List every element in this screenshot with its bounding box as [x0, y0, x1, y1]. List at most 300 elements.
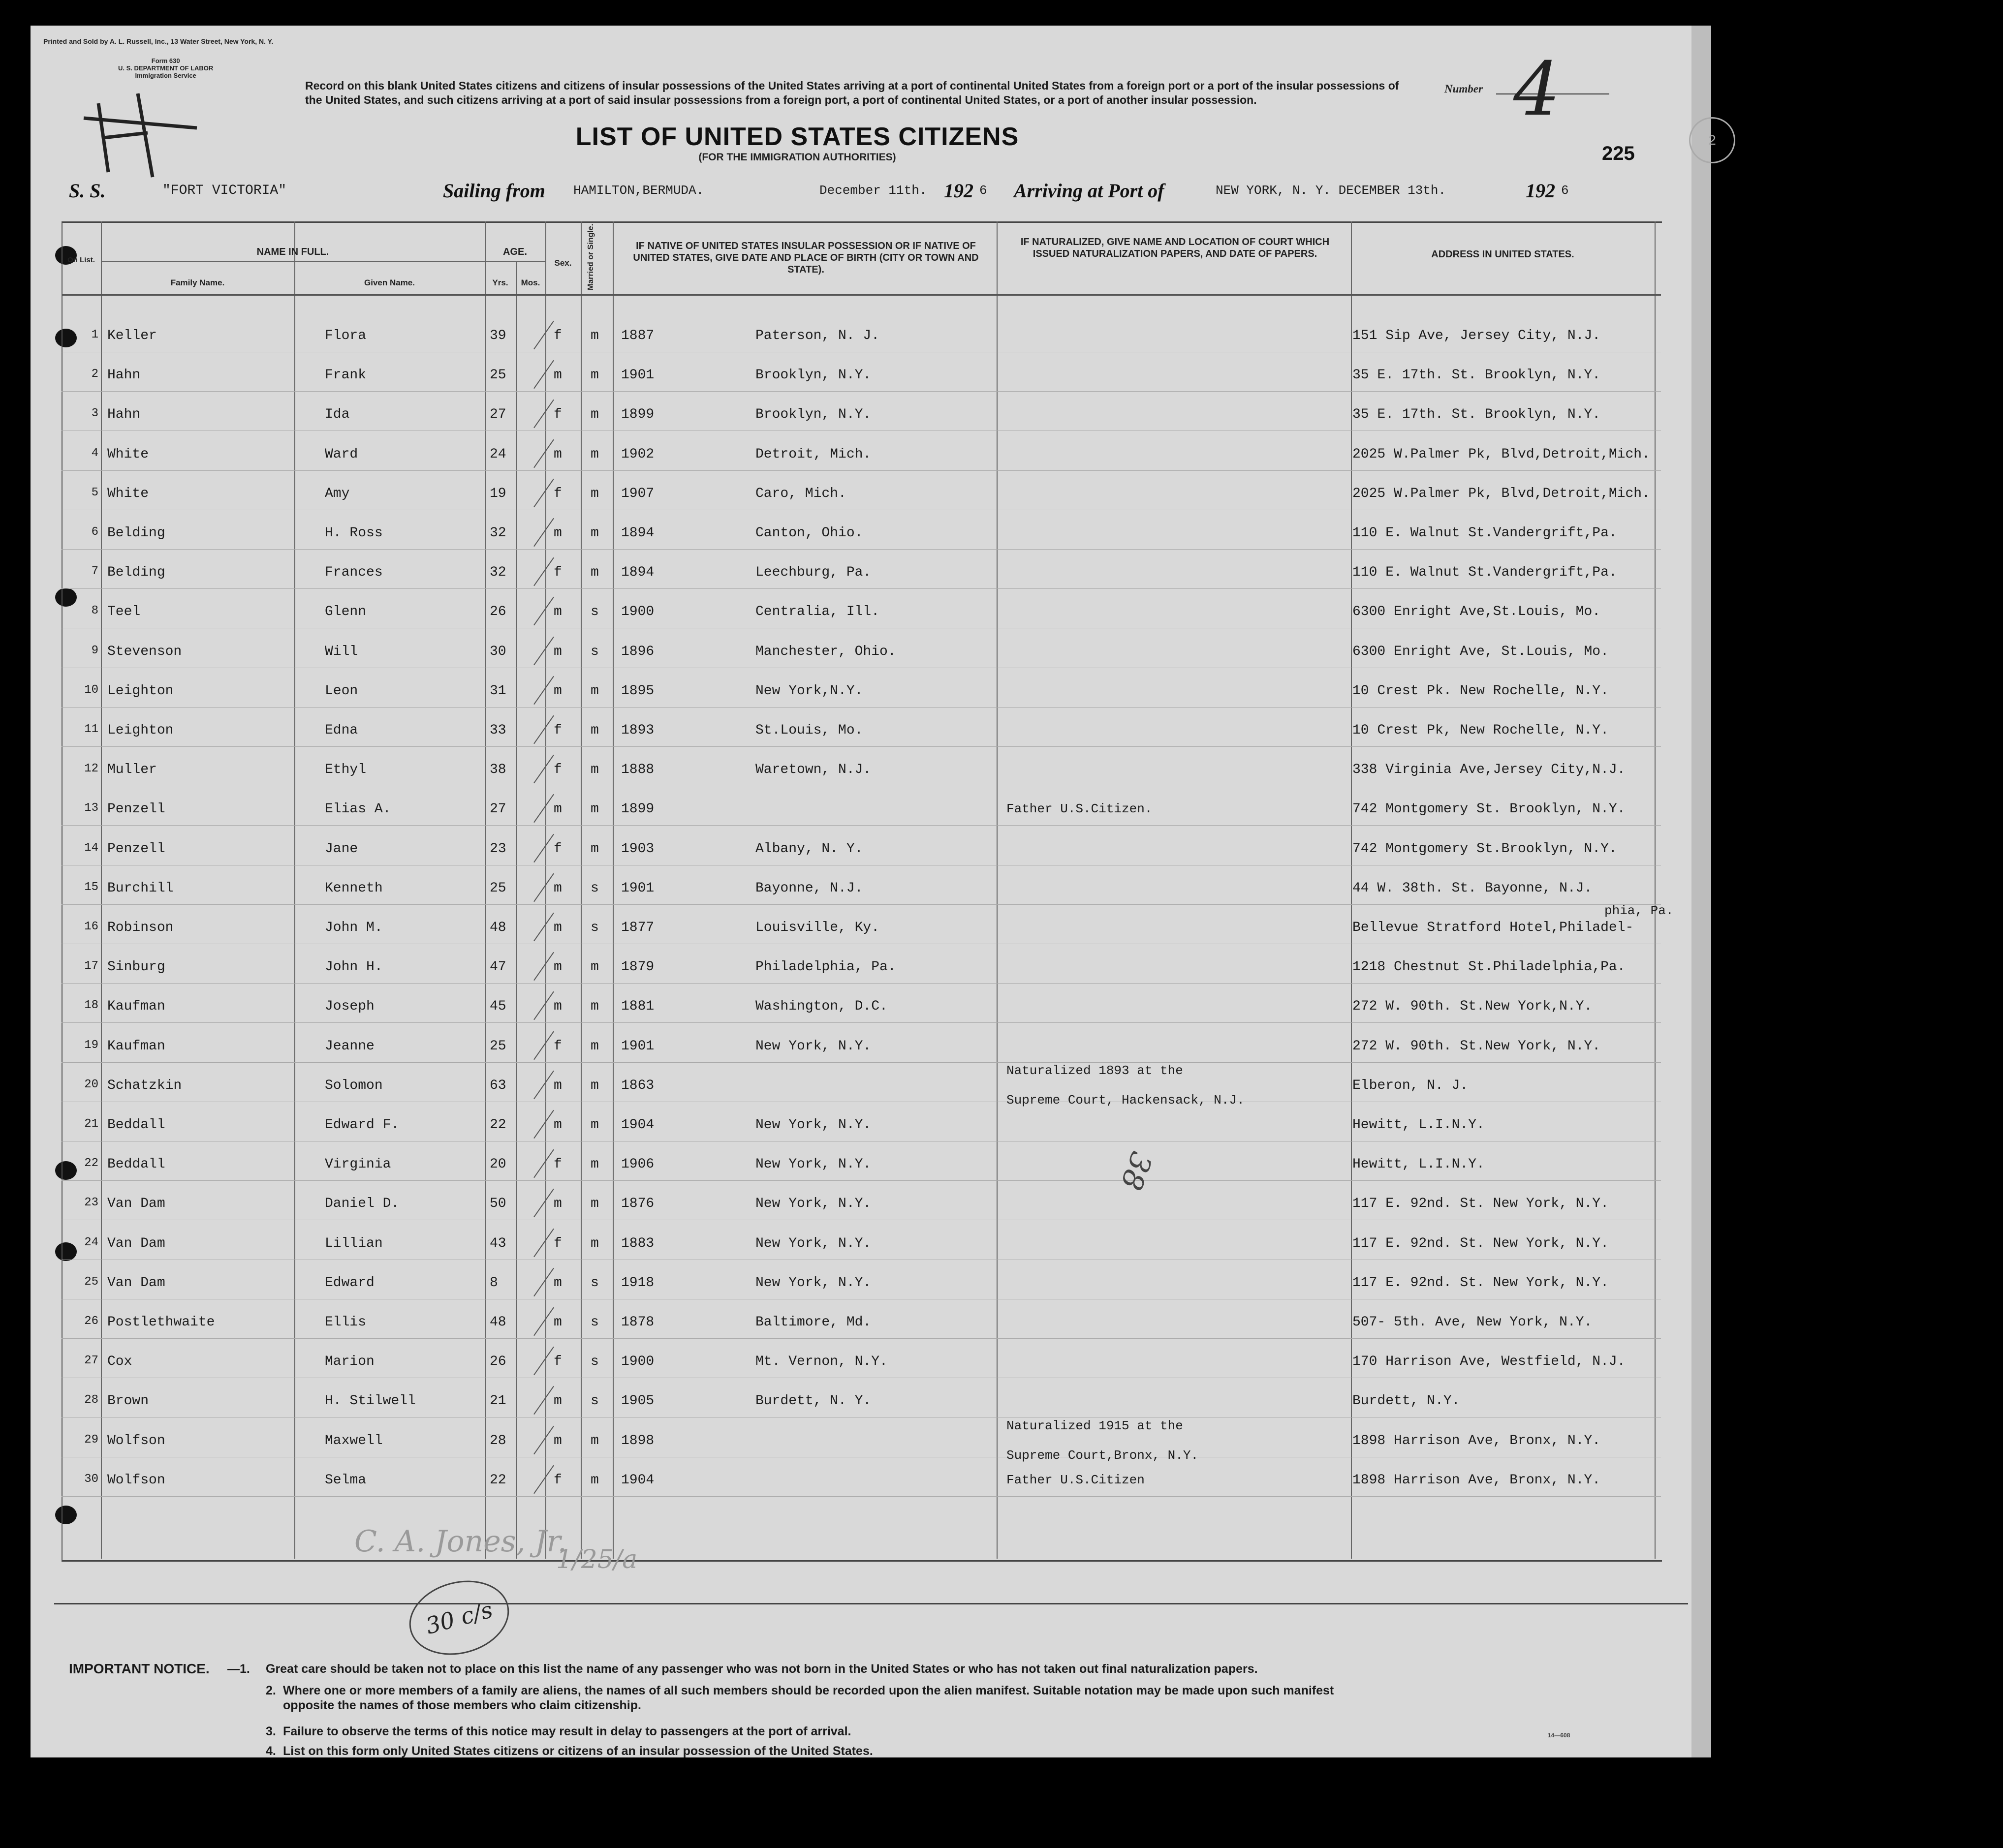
row-addr: 110 E. Walnut St.Vandergrift,Pa. — [1352, 525, 1617, 541]
row-place: Burdett, N. Y. — [755, 1393, 872, 1409]
row-ms: m — [591, 446, 599, 462]
service: Immigration Service — [135, 72, 196, 79]
row-addr: Burdett, N.Y. — [1352, 1393, 1460, 1409]
row-family: Stevenson — [107, 644, 182, 659]
row-age: 31 — [490, 683, 506, 699]
row-no: 13 — [84, 801, 98, 815]
row-year: 1901 — [621, 880, 655, 896]
row-age: 30 — [490, 644, 506, 659]
row-family: Hahn — [107, 407, 141, 423]
row-ms: m — [591, 486, 599, 501]
row-family: Leighton — [107, 683, 174, 699]
row-rule — [62, 1496, 1661, 1497]
row-age: 25 — [490, 880, 506, 896]
row-age: 43 — [490, 1235, 506, 1251]
row-addr: Hewitt, L.I.N.Y. — [1352, 1157, 1485, 1172]
row-addr: 1898 Harrison Ave, Bronx, N.Y. — [1352, 1472, 1601, 1488]
name-subheader-line — [101, 261, 485, 262]
row-ms: s — [591, 920, 599, 935]
row-sex: m — [554, 604, 562, 620]
row-addr: 2025 W.Palmer Pk, Blvd,Detroit,Mich. — [1352, 486, 1650, 501]
notice-item2b: opposite the names of those members who claim citizenship. — [283, 1698, 641, 1712]
row-sex: f — [554, 1235, 562, 1251]
row-place: New York, N.Y. — [755, 1117, 872, 1133]
row-place: Leechburg, Pa. — [755, 565, 872, 581]
row-rule — [62, 588, 1661, 589]
row-family: Van Dam — [107, 1196, 165, 1212]
year-prefix-2: 192 — [1526, 180, 1555, 202]
row-given: Selma — [325, 1472, 367, 1488]
row-family: Postlethwaite — [107, 1315, 215, 1330]
row-nat2: Supreme Court,Bronx, N.Y. — [1006, 1448, 1199, 1463]
row-addr: 10 Crest Pk, New Rochelle, N.Y. — [1352, 723, 1609, 738]
row-family: Penzell — [107, 841, 165, 857]
row-given: Jeanne — [325, 1038, 375, 1054]
row-no: 27 — [84, 1354, 98, 1368]
col-mos: Mos. — [521, 278, 540, 287]
row-ms: s — [591, 604, 599, 620]
row-ms: m — [591, 1235, 599, 1251]
column-divider — [485, 221, 486, 1559]
row-sex: f — [554, 841, 562, 857]
row-year: 1902 — [621, 446, 655, 462]
row-age: 28 — [490, 1433, 506, 1448]
row-no: 6 — [91, 525, 98, 539]
row-ms: s — [591, 1354, 599, 1370]
row-year: 1898 — [621, 1433, 655, 1448]
row-year: 1895 — [621, 683, 655, 699]
row-age: 50 — [490, 1196, 506, 1212]
row-ms: m — [591, 801, 599, 817]
row-family: Wolfson — [107, 1472, 165, 1488]
year-prefix-1: 192 — [944, 180, 973, 202]
row-year: 1905 — [621, 1393, 655, 1409]
row-sex: f — [554, 1354, 562, 1370]
notice-item1-num: —1. — [227, 1662, 250, 1676]
row-addr: 272 W. 90th. St.New York,N.Y. — [1352, 999, 1593, 1015]
column-divider — [1351, 221, 1352, 1559]
row-family: Van Dam — [107, 1275, 165, 1291]
row-nat: Naturalized 1893 at the — [1006, 1063, 1183, 1078]
row-family: Hahn — [107, 368, 141, 383]
row-no: 16 — [84, 920, 98, 933]
row-addr: 117 E. 92nd. St. New York, N.Y. — [1352, 1275, 1609, 1291]
row-year: 1893 — [621, 723, 655, 738]
row-rule — [62, 1062, 1661, 1063]
row-year: 1904 — [621, 1117, 655, 1133]
row-age: 20 — [490, 1157, 506, 1172]
year-suffix-1: 6 — [979, 183, 987, 198]
page-subtitle: (FOR THE IMMIGRATION AUTHORITIES) — [698, 152, 896, 163]
row-rule — [62, 707, 1661, 708]
form-number: Form 630 — [151, 57, 180, 64]
row-sex: m — [554, 1315, 562, 1330]
row-addr: 35 E. 17th. St. Brooklyn, N.Y. — [1352, 407, 1601, 423]
row-place: New York, N.Y. — [755, 1157, 872, 1172]
row-given: Virginia — [325, 1157, 391, 1172]
row-age: 47 — [490, 959, 506, 975]
row-given: Edward — [325, 1275, 375, 1291]
column-divider — [1655, 221, 1656, 1559]
row-place: Washington, D.C. — [755, 999, 888, 1015]
row-no: 20 — [84, 1078, 98, 1091]
row-year: 1900 — [621, 604, 655, 620]
row-ms: s — [591, 1275, 599, 1291]
row-place: Philadelphia, Pa. — [755, 959, 896, 975]
row-age: 33 — [490, 723, 506, 738]
row-given: Will — [325, 644, 358, 659]
row-family: White — [107, 446, 149, 462]
row-year: 1879 — [621, 959, 655, 975]
row-family: Beddall — [107, 1157, 165, 1172]
row-sex: m — [554, 683, 562, 699]
row-rule — [62, 1338, 1661, 1339]
col-sex: Sex. — [554, 258, 572, 268]
row-place: New York,N.Y. — [755, 683, 863, 699]
row-addr: Bellevue Stratford Hotel,Philadel- — [1352, 920, 1634, 935]
row-ms: m — [591, 368, 599, 383]
row-sex: m — [554, 1275, 562, 1291]
form-info — [118, 57, 213, 79]
row-no: 2 — [91, 368, 98, 381]
row-ms: m — [591, 1433, 599, 1448]
handwritten-h-mark — [79, 89, 217, 187]
row-ms: m — [591, 407, 599, 423]
row-age: 23 — [490, 841, 506, 857]
row-age: 45 — [490, 999, 506, 1015]
row-addr: Elberon, N. J. — [1352, 1078, 1469, 1093]
col-address: ADDRESS IN UNITED STATES. — [1431, 249, 1574, 260]
row-family: Belding — [107, 525, 165, 541]
row-addr: 151 Sip Ave, Jersey City, N.J. — [1352, 328, 1601, 343]
row-rule — [62, 746, 1661, 747]
row-rule — [62, 825, 1661, 826]
row-no: 9 — [91, 644, 98, 657]
row-family: Sinburg — [107, 959, 165, 975]
notice-item3: Failure to observe the terms of this notice may result in delay to passengers at the port of arrival. — [283, 1725, 851, 1738]
row-ms: m — [591, 1472, 599, 1488]
row-year: 1904 — [621, 1472, 655, 1488]
column-divider — [101, 221, 102, 1559]
row-family: Beddall — [107, 1117, 165, 1133]
column-divider — [613, 221, 614, 1559]
row-given: Maxwell — [325, 1433, 383, 1448]
row-year: 1894 — [621, 525, 655, 541]
notice-item3-num: 3. — [266, 1725, 276, 1738]
row-sex: m — [554, 1196, 562, 1212]
col-age: AGE. — [503, 246, 527, 257]
department: U. S. DEPARTMENT OF LABOR — [118, 64, 214, 72]
signature-date: 1/25/a — [556, 1545, 638, 1574]
row-age: 48 — [490, 1315, 506, 1330]
row-age: 21 — [490, 1393, 506, 1409]
row-rule — [62, 1180, 1661, 1181]
row-family: Muller — [107, 762, 157, 778]
row-ms: m — [591, 1196, 599, 1212]
row-addr: 1218 Chestnut St.Philadelphia,Pa. — [1352, 959, 1626, 975]
row-sex: m — [554, 644, 562, 659]
row-year: 1888 — [621, 762, 655, 778]
row-sex: m — [554, 1393, 562, 1409]
row-no: 19 — [84, 1038, 98, 1052]
row-ms: m — [591, 565, 599, 581]
row-age: 39 — [490, 328, 506, 343]
row-ms: m — [591, 525, 599, 541]
record-instructions: Record on this blank United States citizens and citizens of insular possessions of the United States arriving at a port of continental United States from a foreign port or a port of the insular possessions of the United States, and such citizens arriving at a port of said insular possessions from a foreign port, a port of continental United States, or a port of another insular possession. — [305, 79, 1399, 106]
row-nat: Father U.S.Citizen. — [1006, 801, 1153, 817]
form-code: 14—608 — [1548, 1732, 1570, 1739]
row-sex: m — [554, 1117, 562, 1133]
row-sex: m — [554, 446, 562, 462]
header-bottom-line — [62, 294, 1661, 296]
row-place: New York, N.Y. — [755, 1235, 872, 1251]
row-rule — [62, 1022, 1661, 1023]
row-given: Marion — [325, 1354, 375, 1370]
row-addr: 1898 Harrison Ave, Bronx, N.Y. — [1352, 1433, 1601, 1448]
row-ms: s — [591, 880, 599, 896]
col-naturalized: IF NATURALIZED, GIVE NAME AND LOCATION OF COURT WHICH ISSUED NATURALIZATION PAPERS, AND DATE OF PAPERS. — [1020, 237, 1330, 259]
row-place: Mt. Vernon, N.Y. — [755, 1354, 888, 1370]
row-given: John H. — [325, 959, 383, 975]
row-family: Schatzkin — [107, 1078, 182, 1093]
page-title: LIST OF UNITED STATES CITIZENS — [575, 123, 1019, 151]
row-rule — [62, 391, 1661, 392]
row-given: Joseph — [325, 999, 375, 1015]
row-given: H. Ross — [325, 525, 383, 541]
row-place: Albany, N. Y. — [755, 841, 863, 857]
row-addr: 272 W. 90th. St.New York, N.Y. — [1352, 1038, 1601, 1054]
row-given: Daniel D. — [325, 1196, 400, 1212]
row-age: 32 — [490, 525, 506, 541]
row-given: Edna — [325, 723, 358, 738]
row-family: Leighton — [107, 723, 174, 738]
row-place: Detroit, Mich. — [755, 446, 872, 462]
row-sex: m — [554, 525, 562, 541]
row-given: Leon — [325, 683, 358, 699]
column-divider — [294, 221, 295, 1559]
row-rule — [62, 549, 1661, 550]
row-sex: f — [554, 1157, 562, 1172]
row-place: Bayonne, N.J. — [755, 880, 863, 896]
row-year: 1907 — [621, 486, 655, 501]
row-family: Burchill — [107, 880, 174, 896]
row-age: 63 — [490, 1078, 506, 1093]
row-addr: 742 Montgomery St. Brooklyn, N.Y. — [1352, 801, 1626, 817]
row-year: 1877 — [621, 920, 655, 935]
row-given: H. Stilwell — [325, 1393, 416, 1409]
notice-label: IMPORTANT NOTICE. — [69, 1661, 210, 1676]
row-family: Brown — [107, 1393, 149, 1409]
circled-note-text: 30 c/s — [423, 1596, 496, 1639]
row-no: 23 — [84, 1196, 98, 1210]
row-age: 27 — [490, 801, 506, 817]
row-age: 26 — [490, 1354, 506, 1370]
row-no: 7 — [91, 565, 98, 579]
row-nat: Naturalized 1915 at the — [1006, 1418, 1183, 1433]
row-ms: s — [591, 1393, 599, 1409]
row-year: 1906 — [621, 1157, 655, 1172]
row-addr2: phia, Pa. — [1604, 903, 1674, 918]
row-sex: f — [554, 565, 562, 581]
row-given: Solomon — [325, 1078, 383, 1093]
row-sex: m — [554, 999, 562, 1015]
row-no: 25 — [84, 1275, 98, 1289]
row-given: Frank — [325, 368, 367, 383]
row-given: Glenn — [325, 604, 367, 620]
row-rule — [62, 904, 1661, 905]
row-given: Ellis — [325, 1315, 367, 1330]
notice-item4: List on this form only United States citizens or citizens of an insular possession of the United States. — [283, 1744, 873, 1758]
row-addr: 742 Montgomery St.Brooklyn, N.Y. — [1352, 841, 1617, 857]
row-year: 1900 — [621, 1354, 655, 1370]
col-given-name: Given Name. — [364, 278, 415, 287]
row-sex: m — [554, 1433, 562, 1448]
row-no: 11 — [84, 723, 98, 736]
row-sex: m — [554, 801, 562, 817]
row-age: 24 — [490, 446, 506, 462]
row-addr: 6300 Enright Ave, St.Louis, Mo. — [1352, 644, 1609, 659]
row-family: Kaufman — [107, 1038, 165, 1054]
row-family: Belding — [107, 565, 165, 581]
year-suffix-2: 6 — [1561, 183, 1569, 198]
col-yrs: Yrs. — [492, 278, 508, 287]
col-native: IF NATIVE OF UNITED STATES INSULAR POSSESSION OR IF NATIVE OF UNITED STATES, GIVE DATE AND PLACE OF BIRTH (CITY OR TOWN AND STATE). — [633, 241, 979, 275]
row-sex: m — [554, 1078, 562, 1093]
row-ms: m — [591, 1078, 599, 1093]
row-given: Edward F. — [325, 1117, 400, 1133]
row-ms: m — [591, 1038, 599, 1054]
row-year: 1918 — [621, 1275, 655, 1291]
row-ms: m — [591, 1117, 599, 1133]
row-family: Van Dam — [107, 1235, 165, 1251]
arrival-port-date: NEW YORK, N. Y. DECEMBER 13th. — [1216, 183, 1446, 198]
row-place: New York, N.Y. — [755, 1196, 872, 1212]
row-rule — [62, 983, 1661, 984]
row-age: 32 — [490, 565, 506, 581]
row-addr: 6300 Enright Ave,St.Louis, Mo. — [1352, 604, 1601, 620]
row-sex: m — [554, 920, 562, 935]
row-addr: Hewitt, L.I.N.Y. — [1352, 1117, 1485, 1133]
row-family: Penzell — [107, 801, 165, 817]
row-no: 28 — [84, 1393, 98, 1407]
row-given: Ward — [325, 446, 358, 462]
page-number: 225 — [1602, 143, 1635, 164]
row-no: 3 — [91, 407, 98, 421]
row-given: Flora — [325, 328, 367, 343]
row-addr: 10 Crest Pk. New Rochelle, N.Y. — [1352, 683, 1609, 699]
row-sex: f — [554, 762, 562, 778]
col-family-name: Family Name. — [170, 278, 225, 287]
row-place: New York, N.Y. — [755, 1038, 872, 1054]
row-no: 5 — [91, 486, 98, 499]
row-age: 19 — [490, 486, 506, 501]
notice-item4-num: 4. — [266, 1744, 276, 1758]
col-on-list: On List. — [67, 256, 95, 264]
row-year: 1876 — [621, 1196, 655, 1212]
row-year: 1863 — [621, 1078, 655, 1093]
departure-date: December 11th. — [819, 183, 927, 198]
ship-name: "FORT VICTORIA" — [162, 183, 287, 198]
row-year: 1899 — [621, 801, 655, 817]
row-ms: m — [591, 723, 599, 738]
row-place: Waretown, N.J. — [755, 762, 872, 778]
row-given: Ethyl — [325, 762, 367, 778]
row-addr: 117 E. 92nd. St. New York, N.Y. — [1352, 1196, 1609, 1212]
row-sex: m — [554, 368, 562, 383]
notice-item2-num: 2. — [266, 1684, 276, 1697]
row-place: Brooklyn, N.Y. — [755, 407, 872, 423]
ss-label: S. S. — [69, 180, 106, 202]
row-given: John M. — [325, 920, 383, 935]
row-age: 8 — [490, 1275, 498, 1291]
column-divider — [516, 261, 517, 1559]
row-addr: 35 E. 17th. St. Brooklyn, N.Y. — [1352, 368, 1601, 383]
row-given: Kenneth — [325, 880, 383, 896]
row-year: 1896 — [621, 644, 655, 659]
row-sex: m — [554, 880, 562, 896]
row-no: 29 — [84, 1433, 98, 1447]
row-addr: 44 W. 38th. St. Bayonne, N.J. — [1352, 880, 1593, 896]
row-family: Keller — [107, 328, 157, 343]
row-given: Elias A. — [325, 801, 391, 817]
row-place: Louisville, Ky. — [755, 920, 880, 935]
row-family: Cox — [107, 1354, 132, 1370]
col-name-in-full: NAME IN FULL. — [256, 246, 329, 257]
row-place: St.Louis, Mo. — [755, 723, 863, 738]
row-place: Centralia, Ill. — [755, 604, 880, 620]
row-year: 1894 — [621, 565, 655, 581]
row-place: Manchester, Ohio. — [755, 644, 896, 659]
col-married-single: Married or Single. — [587, 223, 595, 290]
row-year: 1887 — [621, 328, 655, 343]
row-place: Baltimore, Md. — [755, 1315, 872, 1330]
row-age: 25 — [490, 368, 506, 383]
row-age: 38 — [490, 762, 506, 778]
row-nat2: Supreme Court, Hackensack, N.J. — [1006, 1092, 1245, 1108]
number-label: Number — [1444, 83, 1483, 95]
row-sex: f — [554, 723, 562, 738]
circled-mark: 2 — [1689, 117, 1735, 163]
row-age: 22 — [490, 1117, 506, 1133]
row-no: 8 — [91, 604, 98, 618]
row-year: 1881 — [621, 999, 655, 1015]
row-sex: f — [554, 1038, 562, 1054]
row-ms: s — [591, 644, 599, 659]
notice-item2a: Where one or more members of a family are aliens, the names of all such members should be recorded upon the alien manifest. Suitable notation may be made upon such manifest — [283, 1684, 1334, 1697]
row-rule — [62, 470, 1661, 471]
row-addr: 117 E. 92nd. St. New York, N.Y. — [1352, 1235, 1609, 1251]
row-year: 1883 — [621, 1235, 655, 1251]
row-sex: f — [554, 407, 562, 423]
row-given: Ida — [325, 407, 350, 423]
row-addr: 110 E. Walnut St.Vandergrift,Pa. — [1352, 565, 1617, 581]
row-no: 1 — [91, 328, 98, 341]
row-ms: m — [591, 683, 599, 699]
row-year: 1878 — [621, 1315, 655, 1330]
row-ms: m — [591, 328, 599, 343]
row-place: Brooklyn, N.Y. — [755, 368, 872, 383]
row-ms: s — [591, 1315, 599, 1330]
row-no: 21 — [84, 1117, 98, 1131]
age-subheader-line — [485, 261, 545, 262]
row-given: Frances — [325, 565, 383, 581]
handwritten-stamp: 38 — [1113, 1147, 1159, 1195]
row-family: White — [107, 486, 149, 501]
row-ms: m — [591, 841, 599, 857]
row-no: 14 — [84, 841, 98, 855]
row-no: 4 — [91, 446, 98, 460]
row-addr: 2025 W.Palmer Pk, Blvd,Detroit,Mich. — [1352, 446, 1650, 462]
